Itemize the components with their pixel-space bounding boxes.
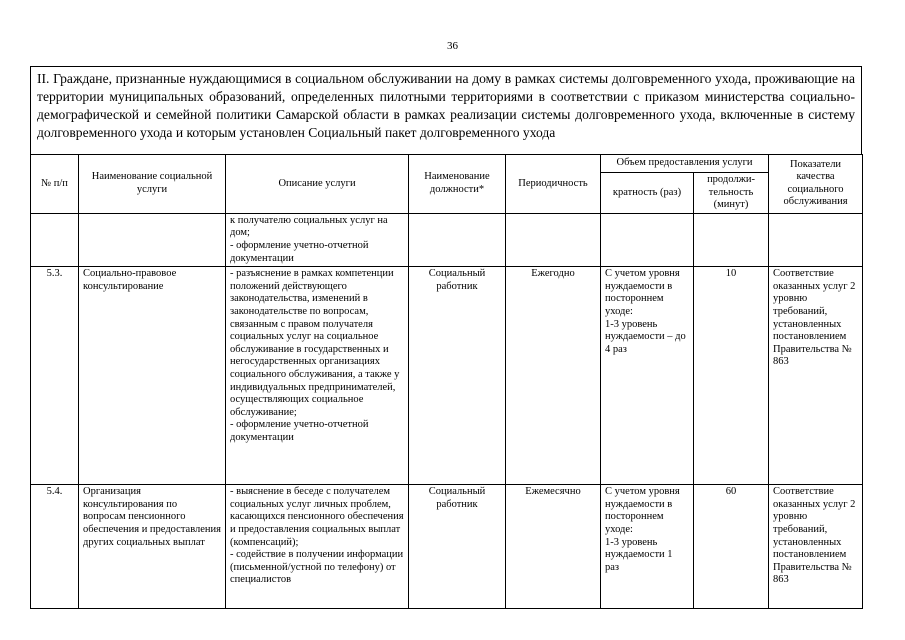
- cell-name: [79, 213, 226, 266]
- cell-duration: 10: [694, 267, 769, 485]
- header-position: Наименование должности*: [409, 155, 506, 214]
- cell-periodicity: [506, 213, 601, 266]
- cell-duration: 60: [694, 485, 769, 609]
- cell-multiplicity: С учетом уровня нуждаемости в постороннем уходе: 1-3 уровень нуждаемости 1 раз: [601, 485, 694, 609]
- cell-position: [409, 213, 506, 266]
- cell-multiplicity: [601, 213, 694, 266]
- header-multiplicity: кратность (раз): [601, 173, 694, 214]
- cell-description: - выяснение в беседе с получателем социальных услуг личных проблем, касающихся пенсионного обеспечения и предоставления социальных выплат (компенсаций); - содействие в получении информации (письменной/устной по телефону) от специалистов: [226, 485, 409, 609]
- header-num: № п/п: [31, 155, 79, 214]
- cell-description: - разъяснение в рамках компетенции положений действующего законодательства, изменений в законодательстве по вопросам, связанным с правом получателя социальных услуг на социальное обслуживание в государственных и негосударственных организациях социального обслуживания, а также у индивидуальных предпринимателей, осуществляющих социальное обслуживание; - оформление учетно-отчетной документации: [226, 267, 409, 485]
- cell-position: Социальный работник: [409, 485, 506, 609]
- header-name: Наименование социальной услуги: [79, 155, 226, 214]
- header-duration: продолжи-тельность (минут): [694, 173, 769, 214]
- cell-quality: Соответствие оказанных услуг 2 уровню требований, установленных постановлением Правительства № 863: [769, 485, 863, 609]
- cell-quality: [769, 213, 863, 266]
- page-number: 36: [447, 40, 458, 52]
- table-row: [31, 485, 863, 609]
- cell-name: Организация консультирования по вопросам пенсионного обеспечения и предоставления других социальных выплат: [79, 485, 226, 609]
- cell-num: [31, 213, 79, 266]
- cell-duration: [694, 213, 769, 266]
- table-row: [31, 267, 863, 485]
- cell-num: 5.3.: [31, 267, 79, 485]
- table-row: [31, 213, 863, 266]
- section-title: II. Граждане, признанные нуждающимися в социальном обслуживании на дому в рамках системы долговременного ухода, проживающие на территории муниципальных образований, определенных пилотными территориями в соответствии с приказом министерства социально-демографической и семейной политики Самарской области в рамках реализации системы долговременного ухода, включенные в систему долговременного ухода и которым установлен Социальный пакет долговременного ухода: [30, 66, 862, 154]
- header-volume: Объем предоставления услуги: [601, 155, 769, 173]
- header-quality: Показатели качества социального обслуживания: [769, 155, 863, 214]
- table-header: [31, 155, 863, 214]
- cell-periodicity: Ежегодно: [506, 267, 601, 485]
- cell-periodicity: Ежемесячно: [506, 485, 601, 609]
- cell-quality: Соответствие оказанных услуг 2 уровню требований, установленных постановлением Правительства № 863: [769, 267, 863, 485]
- cell-multiplicity: С учетом уровня нуждаемости в постороннем уходе: 1-3 уровень нуждаемости – до 4 раз: [601, 267, 694, 485]
- cell-position: Социальный работник: [409, 267, 506, 485]
- header-description: Описание услуги: [226, 155, 409, 214]
- cell-num: 5.4.: [31, 485, 79, 609]
- services-table: [30, 154, 863, 609]
- header-periodicity: Периодичность: [506, 155, 601, 214]
- cell-name: Социально-правовое консультирование: [79, 267, 226, 485]
- cell-description: к получателю социальных услуг на дом; - оформление учетно-отчетной документации: [226, 213, 409, 266]
